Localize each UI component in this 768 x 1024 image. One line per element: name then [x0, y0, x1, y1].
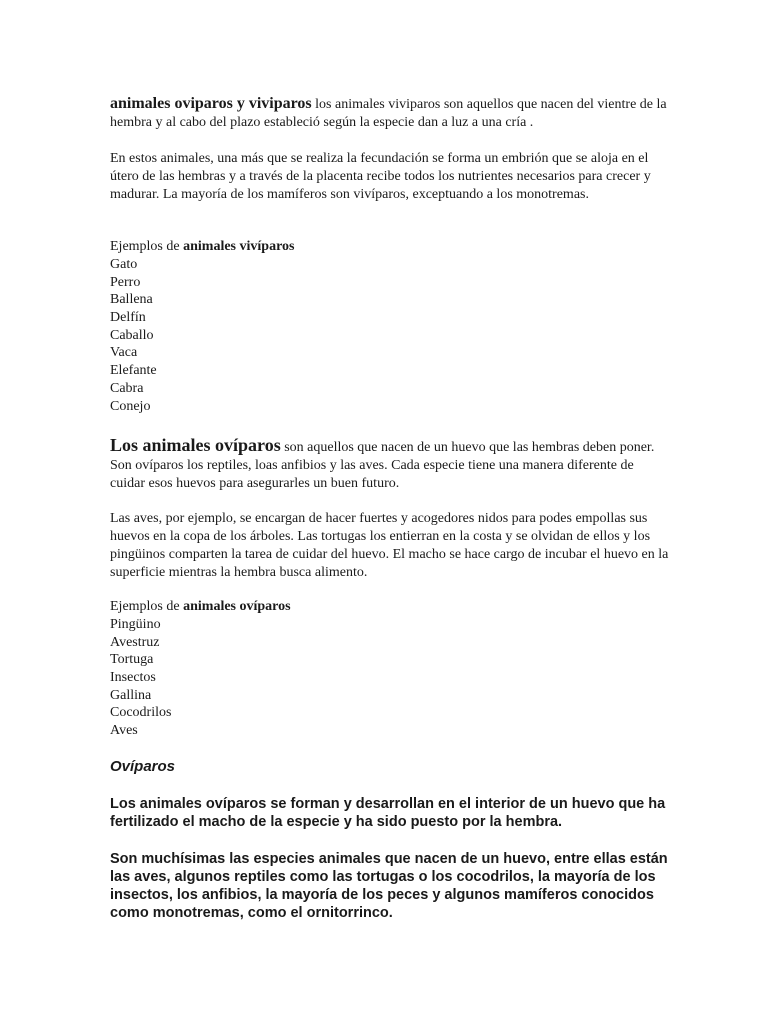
list-item: Avestruz — [110, 634, 160, 650]
examples-label: animales ovíparos — [183, 599, 291, 614]
oviparos-examples-heading — [110, 598, 670, 616]
list-item: Ballena — [110, 292, 153, 308]
fecundacion-paragraph: En estos animales, una más que se realiza la fecundación se forma un embrión que se aloja en el útero de las hembras y a través de la placenta recibe todos los nutrientes necesarios para crecer y madurar. La mayoría de los mamíferos son vivíparos, exceptuando a los monotremas. — [110, 151, 651, 202]
list-item: Pingüino — [110, 617, 161, 632]
bold-paragraph-1: Los animales ovíparos se forman y desarrollan en el interior de un huevo que ha fertilizado el macho de la especie y ha sido puesto por la hembra. — [110, 796, 666, 830]
bold-paragraph-2: Son muchísimas las especies animales que nacen de un huevo, entre ellas están las aves, algunos reptiles como las tortugas o los cocodrilos, la mayoría de los insectos, los anfibios, la mayoría de los peces y algunos mamíferos conocidos como monotremas, como el ornitorrinco. — [110, 851, 668, 921]
list-item: Delfín — [110, 310, 146, 326]
examples-label: animales vivíparos — [183, 239, 295, 254]
intro-paragraph — [110, 95, 670, 132]
section-title: Ovíparos — [110, 758, 176, 775]
oviparos-list — [110, 616, 670, 740]
oviparos-heading: Los animales ovíparos — [110, 435, 281, 455]
list-item: Gato — [110, 257, 138, 272]
oviparos-intro-text: son aquellos que nacen de un huevo que las hembras deben poner. Son ovíparos los reptiles, loas anfibios y las aves. Cada especie tiene una manera diferente de cuidar esos huevos para asegurarles un buen futuro. — [110, 440, 655, 491]
aves-paragraph: Las aves, por ejemplo, se encargan de hacer fuertes y acogedores nidos para podes empollas sus huevos en la copa de los árboles. Las tortugas los entierran en la costa y se olvidan de ellos y los pingüinos comparten la tarea de cuidar del huevo. El macho se hace cargo de incubar el huevo en la superficie mientras la hembra busca alimento. — [110, 511, 669, 580]
list-item: Gallina — [110, 687, 152, 703]
list-item: Cocodrilos — [110, 705, 172, 721]
viviparos-examples-heading — [110, 238, 670, 256]
list-item: Conejo — [110, 398, 151, 414]
list-item: Aves — [110, 723, 138, 739]
intro-text: los animales viviparos son aquellos que nacen del vientre de la hembra y al cabo del plazo estableció según la especie dan a luz a una cría . — [110, 97, 667, 130]
viviparos-examples — [110, 238, 670, 415]
oviparos-examples — [110, 598, 670, 740]
list-item: Elefante — [110, 363, 157, 379]
intro-heading: animales oviparos y viviparos — [110, 95, 312, 112]
list-item: Insectos — [110, 670, 156, 686]
list-item: Perro — [110, 274, 141, 290]
list-item: Vaca — [110, 345, 138, 361]
examples-prefix: Ejemplos de — [110, 239, 184, 254]
examples-prefix: Ejemplos de — [110, 599, 184, 614]
oviparos-intro-paragraph — [110, 436, 670, 493]
list-item: Tortuga — [110, 652, 154, 668]
list-item: Cabra — [110, 380, 144, 396]
viviparos-list — [110, 256, 670, 415]
list-item: Caballo — [110, 327, 154, 343]
